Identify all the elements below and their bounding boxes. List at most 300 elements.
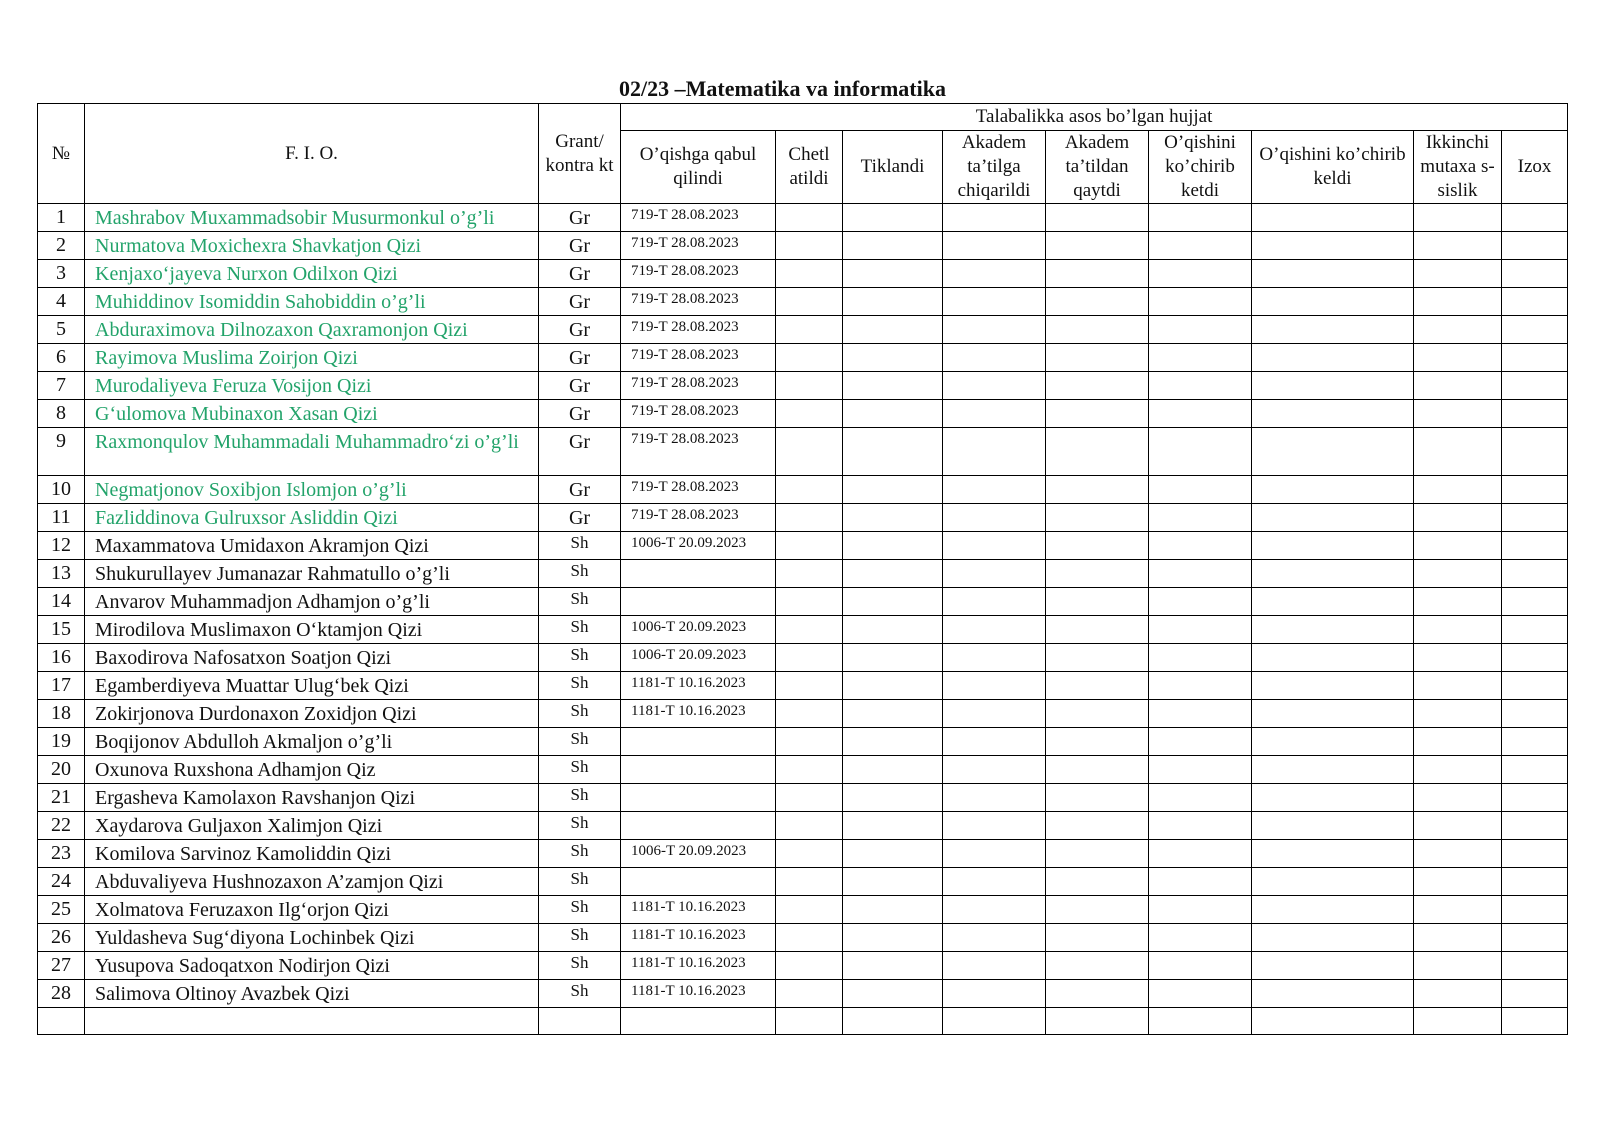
funding-type: Sh xyxy=(539,700,621,728)
empty-cell xyxy=(1414,644,1502,672)
empty-cell xyxy=(776,260,843,288)
student-name: Negmatjonov Soxibjon Islomjon o’g’li xyxy=(85,476,539,504)
empty-cell xyxy=(1149,400,1252,428)
empty-cell xyxy=(1414,504,1502,532)
empty-cell xyxy=(1046,344,1149,372)
row-number: 17 xyxy=(38,672,85,700)
admission-order: 1181-T 10.16.2023 xyxy=(621,700,776,728)
empty-cell xyxy=(1046,896,1149,924)
table-row xyxy=(38,952,1568,980)
table-row xyxy=(38,784,1568,812)
empty-cell xyxy=(1414,428,1502,476)
empty-cell xyxy=(1502,288,1568,316)
empty-cell xyxy=(943,372,1046,400)
empty-cell xyxy=(843,700,943,728)
empty-cell xyxy=(1414,1008,1502,1035)
empty-cell xyxy=(1414,232,1502,260)
admission-order: 1006-T 20.09.2023 xyxy=(621,616,776,644)
table-row xyxy=(38,756,1568,784)
student-name: Shukurullayev Jumanazar Rahmatullo o’g’li xyxy=(85,560,539,588)
empty-cell xyxy=(1149,924,1252,952)
admission-order xyxy=(621,868,776,896)
empty-cell xyxy=(1414,476,1502,504)
empty-cell xyxy=(1414,400,1502,428)
empty-cell xyxy=(1502,728,1568,756)
empty-cell xyxy=(1414,588,1502,616)
empty-cell xyxy=(843,1008,943,1035)
empty-cell xyxy=(1149,616,1252,644)
admission-order xyxy=(621,560,776,588)
student-name: Mirodilova Muslimaxon O‘ktamjon Qizi xyxy=(85,616,539,644)
empty-cell xyxy=(1414,672,1502,700)
empty-cell xyxy=(1046,560,1149,588)
empty-cell xyxy=(776,504,843,532)
funding-type: Sh xyxy=(539,756,621,784)
empty-cell xyxy=(1252,924,1414,952)
empty-cell xyxy=(943,700,1046,728)
empty-cell xyxy=(1252,868,1414,896)
empty-cell xyxy=(1046,288,1149,316)
student-name: Yuldasheva Sug‘diyona Lochinbek Qizi xyxy=(85,924,539,952)
empty-cell xyxy=(843,316,943,344)
empty-cell xyxy=(1414,812,1502,840)
empty-cell xyxy=(1046,532,1149,560)
empty-cell xyxy=(1502,560,1568,588)
empty-cell xyxy=(943,344,1046,372)
empty-cell xyxy=(1252,532,1414,560)
empty-cell xyxy=(843,868,943,896)
empty-cell xyxy=(1502,372,1568,400)
empty-cell xyxy=(85,1008,539,1035)
empty-cell xyxy=(1149,728,1252,756)
empty-cell xyxy=(1149,532,1252,560)
empty-cell xyxy=(843,400,943,428)
funding-type: Sh xyxy=(539,616,621,644)
admission-order xyxy=(621,812,776,840)
empty-cell xyxy=(1149,344,1252,372)
empty-cell xyxy=(843,428,943,476)
funding-type: Sh xyxy=(539,840,621,868)
header-note: Izox xyxy=(1502,131,1568,204)
empty-cell xyxy=(1149,672,1252,700)
empty-cell xyxy=(1046,784,1149,812)
empty-cell xyxy=(621,1008,776,1035)
empty-cell xyxy=(1046,672,1149,700)
table-row xyxy=(38,532,1568,560)
empty-cell xyxy=(1252,952,1414,980)
funding-type: Gr xyxy=(539,344,621,372)
student-name: Abduvaliyeva Hushnozaxon A’zamjon Qizi xyxy=(85,868,539,896)
header-academic-leave: Akadem ta’tilga chiqarildi xyxy=(943,131,1046,204)
empty-cell xyxy=(943,532,1046,560)
empty-cell xyxy=(843,756,943,784)
empty-cell xyxy=(776,924,843,952)
header-expelled: Chetl atildi xyxy=(776,131,843,204)
student-name: Xolmatova Feruzaxon Ilg‘orjon Qizi xyxy=(85,896,539,924)
header-admitted: O’qishga qabul qilindi xyxy=(621,131,776,204)
table-row xyxy=(38,560,1568,588)
admission-order xyxy=(621,728,776,756)
empty-cell xyxy=(943,288,1046,316)
empty-cell xyxy=(1149,952,1252,980)
student-name: Abduraximova Dilnozaxon Qaxramonjon Qizi xyxy=(85,316,539,344)
row-number: 9 xyxy=(38,428,85,476)
empty-cell xyxy=(843,980,943,1008)
table-row xyxy=(38,924,1568,952)
empty-cell xyxy=(1149,316,1252,344)
empty-cell xyxy=(1502,476,1568,504)
student-rows xyxy=(38,204,1568,1035)
empty-cell xyxy=(1252,476,1414,504)
funding-type: Gr xyxy=(539,316,621,344)
empty-cell xyxy=(1502,896,1568,924)
header-grant: Grant/ kontra kt xyxy=(539,104,621,204)
empty-cell xyxy=(843,560,943,588)
row-number: 20 xyxy=(38,756,85,784)
empty-cell xyxy=(776,784,843,812)
empty-cell xyxy=(1149,588,1252,616)
empty-cell xyxy=(843,288,943,316)
empty-cell xyxy=(843,952,943,980)
empty-cell xyxy=(1252,560,1414,588)
empty-cell xyxy=(1502,400,1568,428)
empty-cell xyxy=(843,260,943,288)
admission-order: 719-T 28.08.2023 xyxy=(621,232,776,260)
admission-order xyxy=(621,756,776,784)
row-number: 8 xyxy=(38,400,85,428)
table-row xyxy=(38,700,1568,728)
empty-cell xyxy=(1149,756,1252,784)
funding-type: Sh xyxy=(539,812,621,840)
empty-cell xyxy=(776,672,843,700)
empty-cell xyxy=(1252,372,1414,400)
empty-cell xyxy=(1414,784,1502,812)
student-name: Maxammatova Umidaxon Akramjon Qizi xyxy=(85,532,539,560)
empty-cell xyxy=(776,372,843,400)
empty-cell xyxy=(1046,588,1149,616)
admission-order: 1181-T 10.16.2023 xyxy=(621,952,776,980)
table-row xyxy=(38,812,1568,840)
empty-cell xyxy=(1502,616,1568,644)
empty-cell xyxy=(1502,672,1568,700)
empty-cell xyxy=(1502,504,1568,532)
admission-order: 1181-T 10.16.2023 xyxy=(621,672,776,700)
funding-type: Sh xyxy=(539,560,621,588)
admission-order: 719-T 28.08.2023 xyxy=(621,400,776,428)
empty-cell xyxy=(1414,288,1502,316)
header-restored: Tiklandi xyxy=(843,131,943,204)
empty-cell xyxy=(776,400,843,428)
row-number: 21 xyxy=(38,784,85,812)
funding-type: Gr xyxy=(539,288,621,316)
empty-cell xyxy=(1502,260,1568,288)
empty-cell xyxy=(776,756,843,784)
empty-cell xyxy=(1252,260,1414,288)
funding-type: Sh xyxy=(539,532,621,560)
empty-cell xyxy=(1414,344,1502,372)
empty-cell xyxy=(943,400,1046,428)
funding-type: Gr xyxy=(539,372,621,400)
empty-cell xyxy=(1502,812,1568,840)
funding-type: Gr xyxy=(539,232,621,260)
admission-order: 719-T 28.08.2023 xyxy=(621,316,776,344)
empty-cell xyxy=(776,952,843,980)
empty-cell xyxy=(1252,784,1414,812)
admission-order: 1181-T 10.16.2023 xyxy=(621,896,776,924)
empty-cell xyxy=(843,588,943,616)
empty-cell xyxy=(539,1008,621,1035)
funding-type: Gr xyxy=(539,204,621,232)
empty-cell xyxy=(1252,232,1414,260)
row-number: 24 xyxy=(38,868,85,896)
table-row xyxy=(38,840,1568,868)
empty-cell xyxy=(1149,372,1252,400)
empty-cell xyxy=(843,204,943,232)
empty-cell xyxy=(843,784,943,812)
empty-cell xyxy=(776,700,843,728)
student-name: Salimova Oltinoy Avazbek Qizi xyxy=(85,980,539,1008)
student-name: Boqijonov Abdulloh Akmaljon o’g’li xyxy=(85,728,539,756)
empty-cell xyxy=(943,588,1046,616)
student-name: Raxmonqulov Muhammadali Muhammadro‘zi o’g’li xyxy=(85,428,539,476)
empty-cell xyxy=(943,260,1046,288)
empty-cell xyxy=(1046,868,1149,896)
header-second-specialty: Ikkinchi mutaxa s-sislik xyxy=(1414,131,1502,204)
funding-type: Gr xyxy=(539,428,621,476)
empty-cell xyxy=(1046,204,1149,232)
empty-cell xyxy=(1414,924,1502,952)
student-name: Zokirjonova Durdonaxon Zoxidjon Qizi xyxy=(85,700,539,728)
admission-order: 1181-T 10.16.2023 xyxy=(621,980,776,1008)
empty-cell xyxy=(843,924,943,952)
empty-cell xyxy=(1414,700,1502,728)
empty-cell xyxy=(1252,896,1414,924)
empty-cell xyxy=(1252,812,1414,840)
empty-cell xyxy=(1046,372,1149,400)
empty-cell xyxy=(843,672,943,700)
row-number: 3 xyxy=(38,260,85,288)
admission-order: 719-T 28.08.2023 xyxy=(621,344,776,372)
empty-cell xyxy=(1502,868,1568,896)
empty-cell xyxy=(1252,504,1414,532)
empty-cell xyxy=(776,644,843,672)
empty-cell xyxy=(1414,560,1502,588)
row-number: 2 xyxy=(38,232,85,260)
empty-cell xyxy=(1414,616,1502,644)
empty-cell xyxy=(1414,532,1502,560)
empty-cell xyxy=(38,1008,85,1035)
student-name: Nurmatova Moxichexra Shavkatjon Qizi xyxy=(85,232,539,260)
admission-order: 719-T 28.08.2023 xyxy=(621,204,776,232)
empty-cell xyxy=(1046,812,1149,840)
empty-cell xyxy=(1502,924,1568,952)
row-number: 12 xyxy=(38,532,85,560)
empty-cell xyxy=(1502,756,1568,784)
table-row xyxy=(38,476,1568,504)
empty-cell xyxy=(1252,588,1414,616)
funding-type: Sh xyxy=(539,924,621,952)
empty-cell xyxy=(1502,532,1568,560)
empty-cell xyxy=(943,896,1046,924)
empty-cell xyxy=(776,344,843,372)
empty-cell xyxy=(1046,504,1149,532)
row-number: 14 xyxy=(38,588,85,616)
row-number: 1 xyxy=(38,204,85,232)
table-row xyxy=(38,204,1568,232)
empty-cell xyxy=(1414,840,1502,868)
empty-cell xyxy=(943,980,1046,1008)
empty-cell xyxy=(1414,952,1502,980)
student-name: Anvarov Muhammadjon Adhamjon o’g’li xyxy=(85,588,539,616)
empty-cell xyxy=(943,840,1046,868)
empty-cell xyxy=(843,532,943,560)
empty-cell xyxy=(843,812,943,840)
empty-cell xyxy=(943,616,1046,644)
row-number: 6 xyxy=(38,344,85,372)
empty-cell xyxy=(1502,316,1568,344)
admission-order: 1006-T 20.09.2023 xyxy=(621,532,776,560)
empty-cell xyxy=(943,428,1046,476)
empty-cell xyxy=(1149,644,1252,672)
empty-cell xyxy=(1046,316,1149,344)
student-name: Rayimova Muslima Zoirjon Qizi xyxy=(85,344,539,372)
empty-cell xyxy=(776,428,843,476)
empty-cell xyxy=(843,840,943,868)
empty-cell xyxy=(843,728,943,756)
admission-order: 719-T 28.08.2023 xyxy=(621,428,776,476)
student-name: G‘ulomova Mubinaxon Xasan Qizi xyxy=(85,400,539,428)
funding-type: Sh xyxy=(539,728,621,756)
empty-cell xyxy=(1252,400,1414,428)
header-fio: F. I. O. xyxy=(85,104,539,204)
funding-type: Gr xyxy=(539,260,621,288)
empty-cell xyxy=(1149,560,1252,588)
student-name: Ergasheva Kamolaxon Ravshanjon Qizi xyxy=(85,784,539,812)
empty-cell xyxy=(1046,840,1149,868)
empty-cell xyxy=(1252,288,1414,316)
empty-cell xyxy=(1414,728,1502,756)
empty-cell xyxy=(1502,232,1568,260)
empty-cell xyxy=(1252,204,1414,232)
empty-cell xyxy=(1502,840,1568,868)
empty-cell xyxy=(1149,700,1252,728)
empty-cell xyxy=(1046,1008,1149,1035)
header-document-basis: Talabalikka asos bo’lgan hujjat xyxy=(621,104,1568,131)
admission-order xyxy=(621,588,776,616)
table-row xyxy=(38,588,1568,616)
funding-type: Gr xyxy=(539,476,621,504)
empty-cell xyxy=(843,616,943,644)
empty-cell xyxy=(1149,784,1252,812)
table-row xyxy=(38,868,1568,896)
row-number: 25 xyxy=(38,896,85,924)
empty-cell xyxy=(1149,260,1252,288)
header-transferred-in: O’qishini ko’chirib keldi xyxy=(1252,131,1414,204)
funding-type: Sh xyxy=(539,784,621,812)
empty-cell xyxy=(1252,840,1414,868)
empty-cell xyxy=(1502,1008,1568,1035)
table-row xyxy=(38,288,1568,316)
empty-cell xyxy=(943,952,1046,980)
empty-cell xyxy=(1046,924,1149,952)
student-name: Komilova Sarvinoz Kamoliddin Qizi xyxy=(85,840,539,868)
empty-cell xyxy=(1252,1008,1414,1035)
empty-cell xyxy=(776,232,843,260)
empty-cell xyxy=(1046,952,1149,980)
empty-cell xyxy=(843,476,943,504)
table-row xyxy=(38,980,1568,1008)
empty-cell xyxy=(1149,288,1252,316)
empty-cell xyxy=(1414,896,1502,924)
empty-cell xyxy=(943,560,1046,588)
row-number: 18 xyxy=(38,700,85,728)
empty-cell xyxy=(1046,616,1149,644)
empty-cell xyxy=(1252,728,1414,756)
empty-cell xyxy=(1149,868,1252,896)
row-number: 7 xyxy=(38,372,85,400)
header-num: № xyxy=(38,104,85,204)
empty-cell xyxy=(1046,476,1149,504)
empty-cell xyxy=(1252,316,1414,344)
empty-cell xyxy=(776,476,843,504)
table-row xyxy=(38,728,1568,756)
row-number: 23 xyxy=(38,840,85,868)
empty-cell xyxy=(1252,980,1414,1008)
empty-cell xyxy=(1046,756,1149,784)
admission-order: 1006-T 20.09.2023 xyxy=(621,644,776,672)
empty-cell xyxy=(776,840,843,868)
student-name: Oxunova Ruxshona Adhamjon Qiz xyxy=(85,756,539,784)
empty-cell xyxy=(1414,316,1502,344)
student-name: Baxodirova Nafosatxon Soatjon Qizi xyxy=(85,644,539,672)
empty-cell xyxy=(1252,672,1414,700)
empty-cell xyxy=(843,232,943,260)
funding-type: Sh xyxy=(539,868,621,896)
empty-cell xyxy=(776,1008,843,1035)
empty-cell xyxy=(1149,204,1252,232)
empty-cell xyxy=(943,476,1046,504)
student-name: Muhiddinov Isomiddin Sahobiddin o’g’li xyxy=(85,288,539,316)
row-number: 10 xyxy=(38,476,85,504)
table-row xyxy=(38,232,1568,260)
student-name: Kenjaxo‘jayeva Nurxon Odilxon Qizi xyxy=(85,260,539,288)
admission-order: 719-T 28.08.2023 xyxy=(621,476,776,504)
empty-cell xyxy=(943,232,1046,260)
empty-cell xyxy=(776,728,843,756)
empty-cell xyxy=(776,616,843,644)
row-number: 4 xyxy=(38,288,85,316)
empty-cell xyxy=(776,316,843,344)
empty-cell xyxy=(1252,616,1414,644)
table-row xyxy=(38,428,1568,476)
empty-cell xyxy=(776,532,843,560)
admission-order: 719-T 28.08.2023 xyxy=(621,504,776,532)
empty-cell xyxy=(843,372,943,400)
empty-cell xyxy=(776,204,843,232)
empty-cell xyxy=(1149,504,1252,532)
empty-cell xyxy=(943,784,1046,812)
empty-cell xyxy=(843,896,943,924)
student-name: Yusupova Sadoqatxon Nodirjon Qizi xyxy=(85,952,539,980)
student-register-table xyxy=(37,103,1568,1035)
empty-cell xyxy=(1414,372,1502,400)
empty-cell xyxy=(843,344,943,372)
header-transferred-out: O’qishini ko’chirib ketdi xyxy=(1149,131,1252,204)
empty-cell xyxy=(1502,588,1568,616)
student-name: Xaydarova Guljaxon Xalimjon Qizi xyxy=(85,812,539,840)
empty-cell xyxy=(1502,644,1568,672)
row-number: 11 xyxy=(38,504,85,532)
